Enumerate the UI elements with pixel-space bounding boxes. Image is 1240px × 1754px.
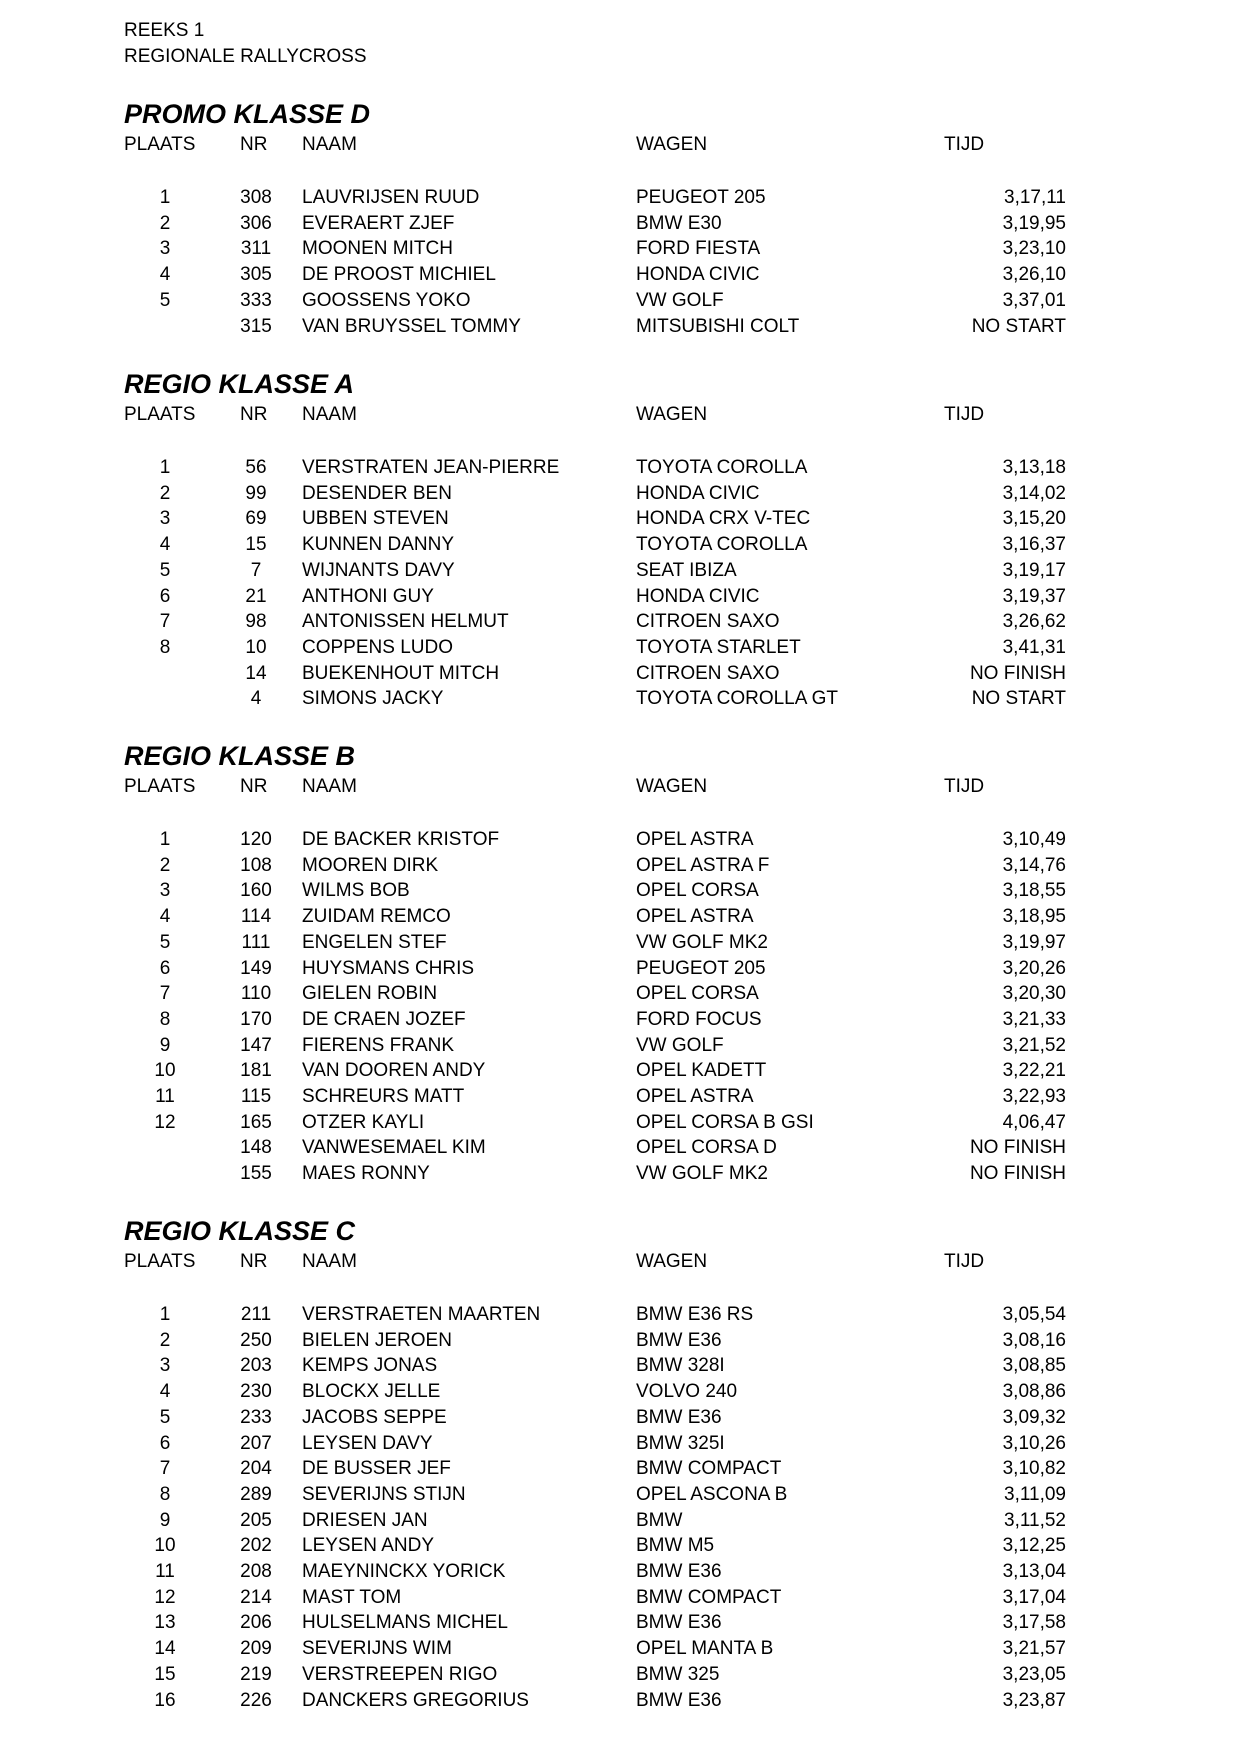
cell-plaats: 10 [154,1535,176,1557]
cell-tijd: 3,14,02 [1002,482,1066,504]
column-header-tijd: TIJD [944,776,985,797]
cell-tijd: 3,14,76 [1002,854,1066,876]
cell-wagen: OPEL ASTRA [636,906,754,928]
cell-naam: DE PROOST MICHIEL [302,264,496,286]
cell-wagen: BMW COMPACT [636,1458,782,1480]
cell-plaats: 4 [159,264,171,286]
cell-plaats: 7 [159,611,171,633]
cell-nr: 110 [240,983,272,1005]
cell-naam: COPPENS LUDO [302,636,453,658]
column-header-naam: NAAM [302,776,357,797]
column-header-nr: NR [240,1251,268,1272]
cell-naam: SEVERIJNS STIJN [302,1483,466,1505]
table-row [0,1690,1240,1716]
cell-tijd: NO START [971,315,1066,337]
column-header-plaats: PLAATS [124,1251,196,1272]
cell-nr: 115 [240,1086,272,1107]
cell-wagen: VOLVO 240 [636,1381,738,1403]
table-row [0,855,1240,881]
cell-wagen: OPEL ASTRA [636,1086,754,1107]
cell-tijd: 3,17,04 [1002,1586,1066,1608]
cell-wagen: BMW 325I [636,1432,725,1454]
cell-plaats: 8 [159,1008,171,1030]
cell-plaats: 1 [159,829,171,850]
column-header-nr: NR [240,404,268,425]
cell-wagen: OPEL CORSA D [636,1137,777,1159]
cell-plaats: 5 [159,1406,171,1428]
table-row [0,1060,1240,1086]
cell-wagen: HONDA CIVIC [636,482,760,504]
cell-wagen: VW GOLF MK2 [636,931,768,953]
cell-wagen: BMW [636,1509,683,1531]
cell-tijd: 3,11,09 [1004,1483,1066,1505]
cell-plaats: 3 [159,880,171,902]
cell-nr: 165 [240,1111,272,1133]
cell-wagen: OPEL CORSA [636,983,759,1005]
cell-naam: VANWESEMAEL KIM [302,1137,486,1159]
table-row [0,1433,1240,1459]
cell-tijd: 3,21,33 [1002,1008,1066,1030]
cell-tijd: 3,21,52 [1002,1034,1066,1056]
column-header-tijd: TIJD [944,134,985,155]
cell-tijd: NO FINISH [969,1137,1066,1159]
cell-tijd: 3,10,26 [1002,1432,1066,1454]
cell-wagen: HONDA CIVIC [636,264,760,286]
table-row [0,586,1240,612]
cell-naam: EVERAERT ZJEF [302,212,455,234]
cell-nr: 148 [240,1137,272,1159]
series-label: REEKS 1 [124,20,205,41]
cell-nr: 305 [240,264,272,286]
cell-wagen: CITROEN SAXO [636,662,780,684]
cell-plaats: 6 [159,585,171,607]
cell-tijd: 3,13,18 [1002,457,1066,478]
cell-tijd: 3,17,58 [1002,1612,1066,1634]
cell-wagen: SEAT IBIZA [636,559,737,581]
cell-plaats: 2 [159,854,171,876]
cell-naam: MOONEN MITCH [302,238,453,260]
cell-wagen: HONDA CRX V-TEC [636,508,811,530]
column-header-plaats: PLAATS [124,776,196,797]
cell-wagen: TOYOTA COROLLA GT [636,688,839,710]
cell-naam: GIELEN ROBIN [302,983,438,1005]
cell-plaats: 9 [159,1509,171,1531]
cell-plaats: 7 [159,1458,171,1480]
column-header-tijd: TIJD [944,404,985,425]
cell-wagen: MITSUBISHI COLT [636,315,800,337]
cell-plaats: 5 [159,289,171,311]
table-row [0,1587,1240,1613]
table-row [0,1304,1240,1330]
table-row [0,508,1240,534]
cell-wagen: FORD FOCUS [636,1008,762,1030]
column-header-naam: NAAM [302,1251,357,1272]
cell-plaats: 1 [159,187,171,208]
table-row [0,560,1240,586]
table-row [0,1035,1240,1061]
cell-wagen: OPEL KADETT [636,1060,767,1082]
column-header-wagen: WAGEN [636,404,708,425]
cell-nr: 149 [240,957,272,979]
cell-nr: 181 [240,1060,272,1082]
cell-wagen: BMW E36 [636,1329,722,1351]
cell-tijd: 3,23,05 [1002,1663,1066,1685]
cell-plaats: 6 [159,1432,171,1454]
table-row [0,238,1240,264]
column-header-nr: NR [240,776,268,797]
cell-plaats: 2 [159,212,171,234]
table-row [0,290,1240,316]
cell-nr: 289 [240,1483,272,1505]
cell-nr: 21 [245,585,267,607]
cell-plaats: 10 [154,1060,176,1082]
column-header-tijd: TIJD [944,1251,985,1272]
cell-nr: 120 [240,829,272,850]
cell-nr: 56 [245,457,267,478]
table-row [0,1163,1240,1189]
cell-tijd: 3,08,85 [1002,1355,1066,1377]
cell-tijd: 3,21,57 [1002,1638,1066,1660]
cell-nr: 155 [240,1163,272,1185]
cell-naam: FIERENS FRANK [302,1034,455,1056]
cell-plaats: 4 [159,1381,171,1403]
cell-wagen: TOYOTA COROLLA [636,457,808,478]
cell-naam: DE BUSSER JEF [302,1458,451,1480]
cell-plaats: 1 [159,1304,171,1325]
cell-plaats: 15 [154,1663,176,1685]
cell-plaats: 3 [159,238,171,260]
table-row [0,906,1240,932]
event-title: REGIONALE RALLYCROSS [124,46,367,67]
cell-naam: GOOSSENS YOKO [302,289,471,311]
cell-wagen: OPEL CORSA B GSI [636,1111,814,1133]
cell-wagen: BMW E36 [636,1689,722,1711]
cell-wagen: FORD FIESTA [636,238,761,260]
cell-nr: 306 [240,212,272,234]
cell-plaats: 13 [154,1612,176,1634]
cell-nr: 205 [240,1509,272,1531]
cell-nr: 226 [240,1689,272,1711]
cell-naam: KEMPS JONAS [302,1355,438,1377]
cell-nr: 214 [240,1586,272,1608]
cell-wagen: HONDA CIVIC [636,585,760,607]
table-row [0,264,1240,290]
cell-naam: MAEYNINCKX YORICK [302,1561,506,1582]
cell-nr: 147 [240,1034,272,1056]
cell-naam: DE CRAEN JOZEF [302,1008,466,1030]
cell-naam: VERSTREEPEN RIGO [302,1663,498,1685]
cell-tijd: 3,10,82 [1002,1458,1066,1480]
cell-naam: ZUIDAM REMCO [302,906,451,928]
column-header-wagen: WAGEN [636,1251,708,1272]
cell-tijd: 4,06,47 [1002,1111,1066,1133]
cell-nr: 207 [240,1432,272,1454]
cell-plaats: 12 [154,1111,176,1133]
cell-naam: SCHREURS MATT [302,1086,465,1107]
cell-naam: WILMS BOB [302,880,410,902]
table-row [0,1638,1240,1664]
cell-tijd: 3,23,10 [1002,238,1066,260]
cell-tijd: 3,18,95 [1002,906,1066,928]
cell-naam: MAST TOM [302,1586,402,1608]
cell-tijd: 3,13,04 [1002,1561,1066,1582]
table-row [0,637,1240,663]
table-row [0,663,1240,689]
table-row [0,958,1240,984]
cell-nr: 209 [240,1638,272,1660]
cell-plaats: 3 [159,1355,171,1377]
cell-wagen: VW GOLF [636,289,724,311]
cell-tijd: 3,22,21 [1002,1060,1066,1082]
cell-naam: BUEKENHOUT MITCH [302,662,500,684]
table-row [0,1561,1240,1587]
cell-tijd: NO START [971,688,1066,710]
cell-naam: ANTHONI GUY [302,585,434,607]
cell-plaats: 2 [159,1329,171,1351]
cell-wagen: PEUGEOT 205 [636,187,766,208]
cell-tijd: 3,26,10 [1002,264,1066,286]
section-title: REGIO KLASSE C [124,1216,356,1246]
section-title: PROMO KLASSE D [124,99,371,129]
table-row [0,213,1240,239]
cell-naam: MAES RONNY [302,1163,430,1185]
table-row [0,829,1240,855]
cell-nr: 202 [240,1535,272,1557]
cell-naam: OTZER KAYLI [302,1111,425,1133]
cell-nr: 69 [245,508,267,530]
cell-plaats: 14 [154,1638,176,1660]
cell-tijd: 3,05,54 [1002,1304,1066,1325]
cell-wagen: BMW M5 [636,1535,715,1557]
table-row [0,1407,1240,1433]
cell-naam: MOOREN DIRK [302,854,439,876]
cell-tijd: 3,20,30 [1002,983,1066,1005]
cell-plaats: 9 [159,1034,171,1056]
cell-wagen: PEUGEOT 205 [636,957,766,979]
cell-tijd: 3,19,97 [1002,931,1066,953]
cell-naam: HULSELMANS MICHEL [302,1612,508,1634]
cell-tijd: 3,16,37 [1002,534,1066,556]
cell-naam: ENGELEN STEF [302,931,447,953]
table-row [0,932,1240,958]
table-row [0,483,1240,509]
cell-wagen: VW GOLF MK2 [636,1163,768,1185]
cell-tijd: 3,12,25 [1002,1535,1066,1557]
table-row [0,1612,1240,1638]
column-header-wagen: WAGEN [636,134,708,155]
table-row [0,1137,1240,1163]
table-row [0,316,1240,342]
cell-nr: 250 [240,1329,272,1351]
table-row [0,983,1240,1009]
cell-tijd: 3,23,87 [1002,1689,1066,1711]
column-header-wagen: WAGEN [636,776,708,797]
cell-wagen: OPEL CORSA [636,880,759,902]
table-row [0,611,1240,637]
cell-plaats: 4 [159,534,171,556]
cell-tijd: 3,10,49 [1002,829,1066,850]
cell-wagen: OPEL ASCONA B [636,1483,788,1505]
cell-wagen: BMW E36 RS [636,1304,754,1325]
column-header-naam: NAAM [302,134,357,155]
table-row [0,534,1240,560]
cell-plaats: 8 [159,636,171,658]
table-row [0,880,1240,906]
cell-plaats: 11 [155,1561,175,1582]
table-row [0,1510,1240,1536]
table-row [0,1355,1240,1381]
cell-nr: 111 [241,931,271,953]
cell-nr: 14 [245,662,267,684]
cell-naam: LAUVRIJSEN RUUD [302,187,480,208]
cell-wagen: BMW E36 [636,1561,722,1582]
cell-wagen: BMW E36 [636,1612,722,1634]
cell-plaats: 7 [159,983,171,1005]
cell-naam: BLOCKX JELLE [302,1381,441,1403]
cell-nr: 170 [240,1008,272,1030]
cell-nr: 15 [245,534,267,556]
cell-naam: DE BACKER KRISTOF [302,829,500,850]
table-row [0,1381,1240,1407]
cell-nr: 208 [240,1561,272,1582]
cell-tijd: 3,17,11 [1004,187,1066,208]
cell-naam: ANTONISSEN HELMUT [302,611,509,633]
cell-naam: SEVERIJNS WIM [302,1638,452,1660]
cell-wagen: BMW COMPACT [636,1586,782,1608]
cell-wagen: OPEL ASTRA F [636,854,770,876]
cell-tijd: NO FINISH [969,662,1066,684]
cell-tijd: 3,41,31 [1002,636,1066,658]
cell-plaats: 5 [159,931,171,953]
cell-tijd: NO FINISH [969,1163,1066,1185]
cell-naam: KUNNEN DANNY [302,534,455,556]
cell-plaats: 3 [159,508,171,530]
cell-plaats: 2 [159,482,171,504]
cell-tijd: 3,19,37 [1002,585,1066,607]
cell-nr: 114 [240,906,272,928]
cell-naam: DANCKERS GREGORIUS [302,1689,529,1711]
cell-plaats: 8 [159,1483,171,1505]
cell-tijd: 3,22,93 [1002,1086,1066,1107]
cell-nr: 10 [245,636,267,658]
cell-tijd: 3,09,32 [1002,1406,1066,1428]
table-row [0,187,1240,213]
cell-naam: VERSTRATEN JEAN-PIERRE [302,457,560,478]
cell-nr: 308 [240,187,272,208]
cell-tijd: 3,26,62 [1002,611,1066,633]
table-row [0,1086,1240,1112]
table-row [0,457,1240,483]
cell-nr: 219 [240,1663,272,1685]
cell-wagen: BMW E30 [636,212,722,234]
cell-tijd: 3,11,52 [1004,1509,1066,1531]
cell-tijd: 3,18,55 [1002,880,1066,902]
column-header-naam: NAAM [302,404,357,425]
cell-plaats: 16 [154,1689,176,1711]
cell-nr: 211 [240,1304,272,1325]
cell-naam: SIMONS JACKY [302,688,444,710]
table-row [0,1330,1240,1356]
table-row [0,1664,1240,1690]
cell-wagen: CITROEN SAXO [636,611,780,633]
cell-nr: 315 [240,315,272,337]
cell-plaats: 5 [159,559,171,581]
table-row [0,1484,1240,1510]
cell-plaats: 11 [155,1086,175,1107]
cell-tijd: 3,19,17 [1002,559,1066,581]
cell-naam: BIELEN JEROEN [302,1329,452,1351]
cell-plaats: 1 [159,457,171,478]
cell-naam: LEYSEN DAVY [302,1432,433,1454]
column-header-plaats: PLAATS [124,404,196,425]
cell-wagen: BMW 325 [636,1663,720,1685]
cell-nr: 99 [245,482,267,504]
cell-nr: 7 [250,559,262,581]
cell-tijd: 3,19,95 [1002,212,1066,234]
cell-wagen: BMW E36 [636,1406,722,1428]
cell-plaats: 6 [159,957,171,979]
cell-tijd: 3,08,86 [1002,1381,1066,1403]
section-title: REGIO KLASSE A [124,369,355,399]
cell-naam: UBBEN STEVEN [302,508,449,530]
cell-nr: 233 [240,1406,272,1428]
section-title: REGIO KLASSE B [124,741,356,771]
cell-nr: 206 [240,1612,272,1634]
cell-tijd: 3,20,26 [1002,957,1066,979]
cell-tijd: 3,08,16 [1002,1329,1066,1351]
table-row [0,1009,1240,1035]
cell-wagen: BMW 328I [636,1355,725,1377]
cell-naam: HUYSMANS CHRIS [302,957,475,979]
cell-tijd: 3,37,01 [1002,289,1066,311]
cell-naam: JACOBS SEPPE [302,1406,447,1428]
cell-wagen: TOYOTA STARLET [636,636,801,658]
cell-naam: DRIESEN JAN [302,1509,428,1531]
cell-naam: DESENDER BEN [302,482,452,504]
cell-nr: 311 [240,238,272,260]
cell-nr: 203 [240,1355,272,1377]
cell-naam: VAN BRUYSSEL TOMMY [302,315,521,337]
cell-wagen: VW GOLF [636,1034,724,1056]
cell-naam: VERSTRAETEN MAARTEN [302,1304,541,1325]
cell-wagen: OPEL ASTRA [636,829,754,850]
cell-tijd: 3,15,20 [1002,508,1066,530]
cell-nr: 4 [250,688,262,710]
cell-naam: VAN DOOREN ANDY [302,1060,486,1082]
column-header-plaats: PLAATS [124,134,196,155]
cell-wagen: OPEL MANTA B [636,1638,774,1660]
cell-nr: 160 [240,880,272,902]
cell-plaats: 12 [154,1586,176,1608]
table-row [0,1112,1240,1138]
table-row [0,1535,1240,1561]
table-row [0,1458,1240,1484]
cell-nr: 333 [240,289,272,311]
cell-nr: 108 [240,854,272,876]
cell-nr: 98 [245,611,267,633]
cell-naam: WIJNANTS DAVY [302,559,455,581]
cell-plaats: 4 [159,906,171,928]
column-header-nr: NR [240,134,268,155]
cell-naam: LEYSEN ANDY [302,1535,434,1557]
cell-wagen: TOYOTA COROLLA [636,534,808,556]
table-row [0,688,1240,714]
cell-nr: 204 [240,1458,272,1480]
cell-nr: 230 [240,1381,272,1403]
